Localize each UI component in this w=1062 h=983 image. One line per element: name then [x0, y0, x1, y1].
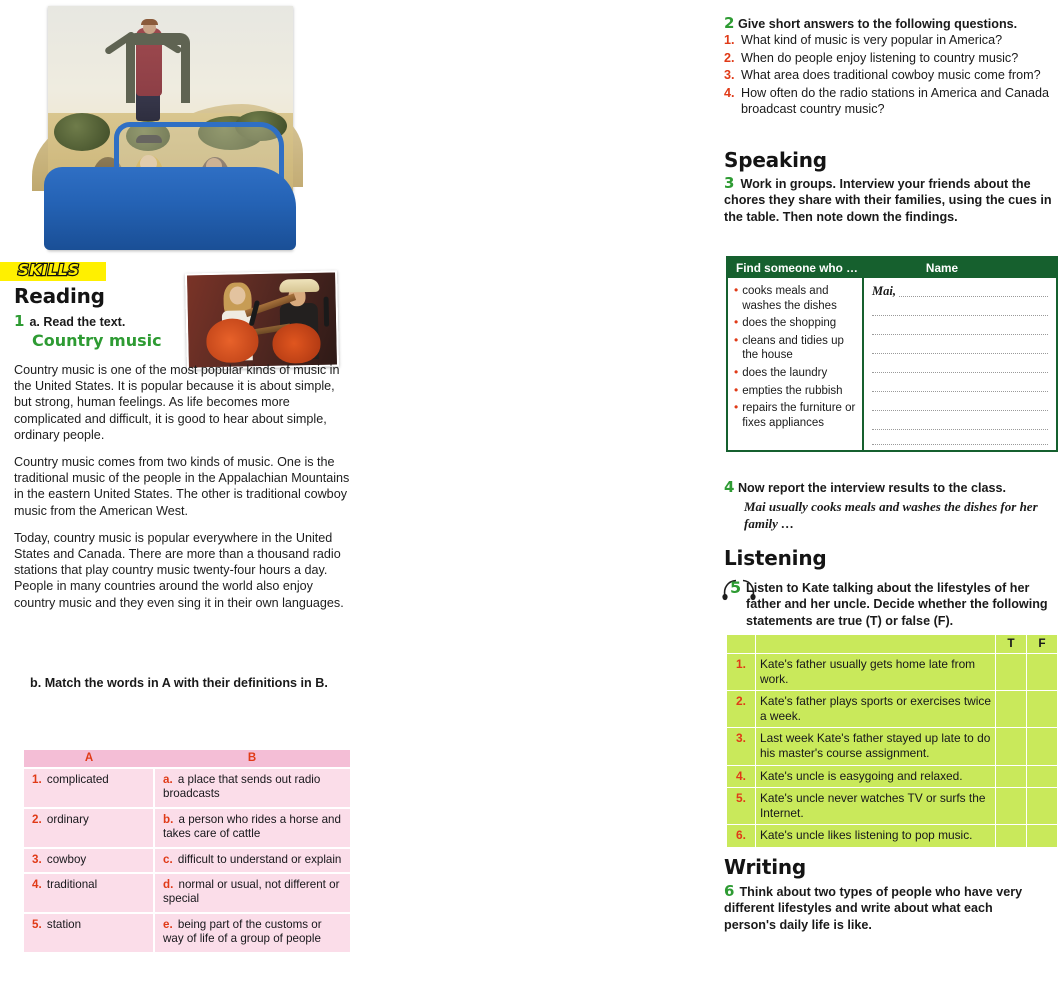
photo-microphone — [324, 297, 330, 327]
statement-number: 1. — [727, 654, 756, 691]
false-checkbox-cell[interactable] — [1027, 765, 1058, 788]
task-1b-instruction: b. Match the words in A with their definitions in B. — [30, 676, 328, 690]
match-word-text: traditional — [43, 878, 98, 892]
statement-number: 2. — [727, 691, 756, 728]
match-definition-text: being part of the customs or way of life of a group of people — [163, 917, 322, 946]
chore-cue-text: cleans and tidies up the house — [742, 334, 844, 362]
chore-cue-text: does the laundry — [742, 366, 828, 379]
tf-header-false: F — [1027, 635, 1058, 654]
reading-section-heading: Reading — [14, 284, 105, 308]
tf-table-header-row — [727, 635, 1058, 654]
question-text: When do people enjoy listening to country music? — [741, 50, 1019, 65]
task-6-text: Think about two types of people who have very different lifestyles and write about what each person's daily life is like. — [724, 885, 1023, 932]
table-row — [24, 873, 350, 913]
question-number: 1. — [724, 33, 735, 47]
match-definition-number: b. — [163, 812, 174, 826]
chore-cue-text: repairs the furniture or fixes appliances — [742, 402, 856, 429]
match-definition-number: c. — [163, 852, 173, 866]
table-row — [24, 848, 350, 873]
find-table-header — [728, 258, 1056, 278]
match-word-text: ordinary — [43, 812, 89, 826]
bullet-icon: • — [734, 332, 739, 347]
true-checkbox-cell[interactable] — [996, 788, 1027, 825]
false-checkbox-cell[interactable] — [1027, 825, 1058, 848]
find-someone-table — [726, 256, 1058, 452]
question-text: What area does traditional cowboy music come from? — [741, 68, 1041, 83]
statement-number: 3. — [727, 728, 756, 765]
task-6-instruction — [724, 884, 1044, 933]
chore-cue-item — [734, 316, 858, 331]
table-row — [24, 808, 350, 848]
match-definition-cell[interactable] — [154, 848, 350, 873]
find-table-header-right: Name — [925, 261, 959, 275]
task-4-number: 4 — [724, 478, 735, 496]
table-row — [727, 765, 1058, 788]
match-definition-text: difficult to understand or explain — [174, 852, 342, 866]
write-line[interactable] — [872, 353, 1048, 354]
bullet-icon: • — [734, 364, 739, 379]
chore-cue-text: cooks meals and washes the dishes — [742, 285, 837, 312]
match-word-cell[interactable] — [24, 913, 154, 953]
match-definition-number: e. — [163, 917, 173, 931]
statement-text: Kate's father plays sports or exercises twice a week. — [756, 691, 996, 728]
task-3-instruction — [724, 176, 1054, 225]
skills-banner-label: SKILLS — [18, 261, 80, 279]
bullet-icon: • — [734, 400, 739, 415]
match-table-body — [24, 768, 350, 953]
match-word-number: 4. — [32, 878, 42, 892]
table-header-row — [24, 750, 350, 768]
photo-blue-convertible-car — [44, 167, 296, 250]
write-line[interactable] — [872, 410, 1048, 411]
true-false-table — [726, 634, 1058, 848]
find-table-name-column[interactable] — [864, 278, 1056, 450]
find-table-body — [728, 278, 1056, 450]
question-number: 3. — [724, 68, 735, 83]
false-checkbox-cell[interactable] — [1027, 788, 1058, 825]
statement-text: Kate's uncle is easygoing and relaxed. — [756, 765, 996, 788]
question-text: How often do the radio stations in America and Canada broadcast country music? — [741, 85, 1050, 117]
task-1-number: 1 — [14, 312, 25, 330]
match-definition-cell[interactable] — [154, 808, 350, 848]
write-line[interactable] — [872, 444, 1048, 445]
match-definition-number: a. — [163, 773, 173, 786]
speaking-section-heading: Speaking — [724, 148, 827, 172]
table-row — [727, 825, 1058, 848]
false-checkbox-cell[interactable] — [1027, 654, 1058, 691]
task-3-text: Work in groups. Interview your friends about the chores they share with their families, using the cues in the table. Then note down the findings. — [724, 177, 1052, 224]
match-word-cell[interactable] — [24, 768, 154, 808]
task-6-number: 6 — [724, 882, 735, 900]
writing-section-heading: Writing — [724, 855, 806, 879]
match-word-cell[interactable] — [24, 848, 154, 873]
question-item — [724, 85, 1062, 118]
article-paragraph-2: Country music comes from two kinds of music. One is the traditional music of the people in the Appalachian Mountains in the eastern United States. The other is traditional cowboy music from the American West. — [14, 455, 350, 518]
photo-standing-person-cap — [141, 19, 158, 25]
statement-text: Kate's uncle likes listening to pop music. — [756, 825, 996, 848]
task-3-number: 3 — [724, 174, 735, 192]
tf-header-blank-number — [727, 635, 756, 654]
true-checkbox-cell[interactable] — [996, 691, 1027, 728]
match-words-table — [24, 750, 350, 954]
task-4-text: Now report the interview results to the class. — [737, 481, 1006, 495]
name-entry-value: Mai, — [872, 284, 899, 298]
match-definition-text: a place that sends out radio broadcasts — [163, 773, 321, 801]
statement-text: Kate's father usually gets home late from work. — [756, 654, 996, 691]
table-row — [727, 654, 1058, 691]
task-4-example-sentence: Mai usually cooks meals and washes the dishes for her family … — [744, 499, 1038, 531]
right-column — [362, 0, 1052, 983]
table-row — [727, 728, 1058, 765]
task-4-instruction — [724, 478, 1060, 496]
chore-cue-item — [734, 401, 858, 430]
chore-cue-text: empties the rubbish — [742, 384, 843, 397]
match-word-number: 1. — [32, 773, 42, 786]
article-paragraph-3: Today, country music is popular everywhere in the United States and Canada. There are more than a thousand radio stations that play country music twenty-four hours a day. People in many countries around the world also enjoy country music and they even sing it in their own languages. — [14, 530, 344, 610]
write-line[interactable] — [872, 391, 1048, 392]
column-header-b: B — [154, 750, 350, 768]
chore-cue-item — [734, 384, 858, 399]
match-word-number: 2. — [32, 812, 42, 826]
bullet-icon: • — [734, 382, 739, 397]
task-5-instruction: Listen to Kate talking about the lifestyles of her father and her uncle. Decide whether the following statements are true (T) or false (F). — [746, 581, 1048, 628]
question-list — [724, 32, 1062, 119]
match-word-number: 5. — [32, 917, 42, 931]
task-2-number: 2 — [724, 14, 735, 32]
photo-cowboy-hat — [279, 279, 319, 293]
statement-text: Kate's uncle never watches TV or surfs the Internet. — [756, 788, 996, 825]
write-line[interactable] — [872, 372, 1048, 373]
false-checkbox-cell[interactable] — [1027, 728, 1058, 765]
match-word-text: station — [43, 917, 82, 931]
chore-cue-item — [734, 284, 858, 313]
write-line[interactable] — [872, 315, 1048, 316]
match-definition-cell[interactable] — [154, 873, 350, 913]
task-2-title: Give short answers to the following questions. — [737, 17, 1018, 31]
match-word-cell[interactable] — [24, 808, 154, 848]
statement-number: 5. — [727, 788, 756, 825]
task-1a-label: a. Read the text. — [29, 315, 126, 329]
column-header-a: A — [24, 750, 154, 768]
bullet-icon: • — [734, 315, 739, 330]
tf-header-true: T — [996, 635, 1027, 654]
match-word-number: 3. — [32, 852, 42, 866]
question-item — [724, 67, 1062, 84]
tf-table-body — [727, 654, 1058, 848]
false-checkbox-cell[interactable] — [1027, 691, 1058, 728]
question-number: 4. — [724, 85, 735, 100]
listening-section-heading: Listening — [724, 546, 827, 570]
question-text: What kind of music is very popular in America? — [741, 33, 1003, 47]
statement-number: 6. — [727, 825, 756, 848]
chore-cue-item — [734, 366, 858, 381]
statement-number: 4. — [727, 765, 756, 788]
question-number: 2. — [724, 50, 735, 65]
statement-text: Last week Kate's father stayed up late to do his master's course assignment. — [756, 728, 996, 765]
task-5-number: 5 — [730, 578, 742, 597]
find-table-header-left: Find someone who … — [736, 261, 858, 275]
table-row — [727, 691, 1058, 728]
question-item — [724, 32, 1062, 49]
table-row — [24, 913, 350, 953]
article-paragraph-1: Country music is one of the most popular kinds of music in the United States. It is popular because it is about simple, but strong, human feelings. As life becomes more complicated and difficult, it is good to hear about simple, ordinary people. — [14, 363, 340, 442]
match-definition-text: a person who rides a horse and takes care of cattle — [163, 812, 341, 841]
tf-header-blank-statement — [756, 635, 996, 654]
article-paragraphs — [14, 362, 350, 622]
chore-cue-item — [734, 334, 858, 363]
task-2-instruction — [724, 14, 1060, 32]
table-row — [727, 788, 1058, 825]
true-checkbox-cell[interactable] — [996, 825, 1027, 848]
table-row — [24, 768, 350, 808]
match-definition-number: d. — [163, 878, 174, 892]
photo-standing-person-jacket — [126, 33, 190, 103]
find-table-cues — [728, 278, 864, 450]
write-line[interactable] — [872, 429, 1048, 430]
task-1a — [14, 312, 214, 330]
true-checkbox-cell[interactable] — [996, 765, 1027, 788]
match-word-text: cowboy — [43, 852, 87, 866]
write-line[interactable] — [872, 334, 1048, 335]
friends-in-blue-convertible-photo — [48, 6, 293, 250]
match-definition-text: normal or usual, not different or special — [163, 878, 340, 906]
bullet-icon: • — [734, 283, 739, 297]
match-definition-cell[interactable] — [154, 913, 350, 953]
question-item — [724, 50, 1062, 67]
match-word-text: complicated — [43, 773, 109, 786]
match-definition-cell[interactable] — [154, 768, 350, 808]
left-column — [0, 0, 352, 983]
article-title: Country music — [32, 331, 162, 350]
match-word-cell[interactable] — [24, 873, 154, 913]
true-checkbox-cell[interactable] — [996, 654, 1027, 691]
chore-cue-text: does the shopping — [742, 317, 837, 330]
true-checkbox-cell[interactable] — [996, 728, 1027, 765]
